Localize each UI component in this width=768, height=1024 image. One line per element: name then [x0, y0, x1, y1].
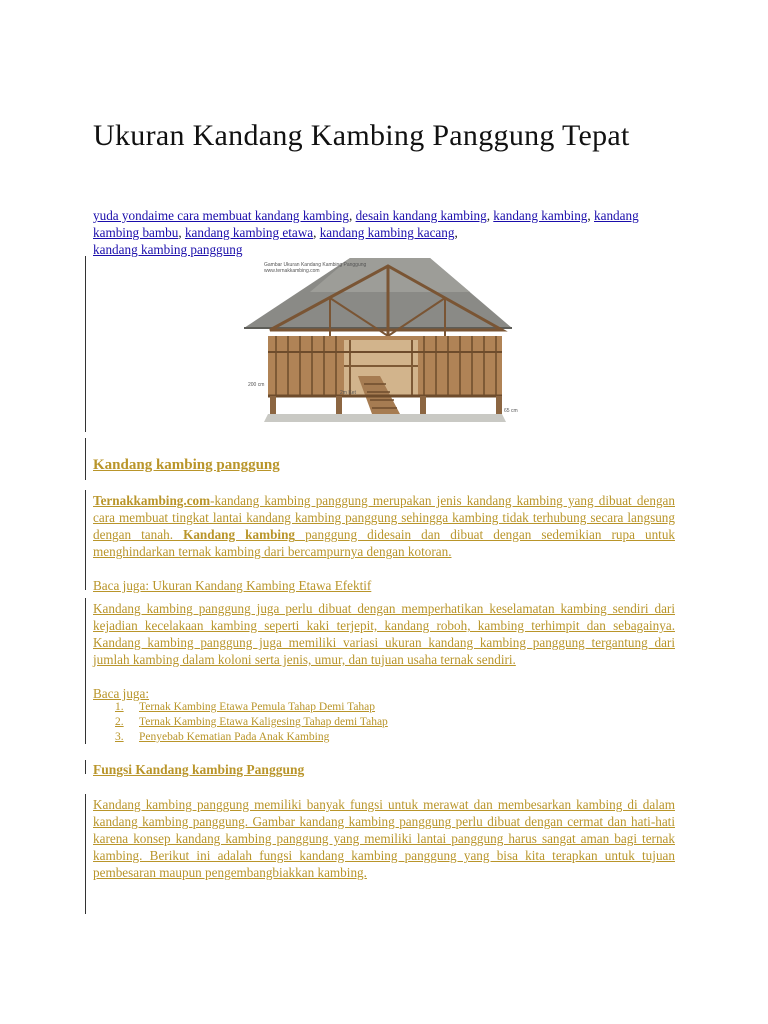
paragraph-text: panggung didesain dan dibuat dengan sedemikian rupa untuk menghindarkan ternak kambing dari bercampurnya dengan kotoran.: [93, 527, 676, 559]
tag-link[interactable]: kandang kambing panggung: [93, 242, 243, 257]
article-title: Ukuran Kandang Kambing Panggung Tepat: [93, 119, 630, 152]
tag-link[interactable]: kandang kambing etawa: [184, 225, 314, 240]
goat-house-illustration: [240, 256, 520, 424]
paragraph-text: -kandang kambing panggung merupakan jenis kandang kambing yang dibuat dengan cara membuat tingkat lantai kandang kambing panggung sehingga kambing tidak terhubung secara langsung dengan tanah.: [93, 493, 675, 542]
paragraph[interactable]: Kandang kambing panggung memiliki banyak fungsi untuk merawat dan membesarkan kambing di dalam kandang kambing panggung. Gambar kandang kambing panggung perlu dibuat dengan cermat dan hati-hati karena konsep kandang kambing panggung yang memiliki lantai panggung harus sangat aman bagi ternak kambing. Berikut ini adalah fungsi kandang kambing panggung yang bisa kita terapkan untuk tujuan pembesaran maupun pengembangbiakkan kambing.: [93, 797, 675, 880]
list-number: 1.: [115, 701, 124, 713]
related-articles-list: [93, 700, 388, 745]
margin-bar: [85, 490, 86, 590]
section-heading[interactable]: Kandang kambing panggung: [93, 457, 280, 473]
section-heading[interactable]: Fungsi Kandang kambing Panggung: [93, 762, 305, 777]
list-item-link[interactable]: Ternak Kambing Etawa Kaligesing Tahap demi Tahap: [139, 716, 388, 728]
tag-link[interactable]: yuda yondaime cara membuat kandang kambing: [93, 208, 349, 223]
paragraph[interactable]: [93, 492, 675, 560]
tag-link[interactable]: kandang kambing kacang: [319, 225, 455, 240]
read-also-label[interactable]: Baca juga:: [93, 686, 150, 701]
list-number: 2.: [115, 716, 124, 728]
list-item-link[interactable]: Penyebab Kematian Pada Anak Kambing: [139, 731, 330, 743]
brand-name[interactable]: Ternakkambing.com: [93, 493, 211, 508]
tag-list: yuda yondaime cara membuat kandang kambing, desain kandang kambing, kandang kambing, kandang kambing bambu, kandang kambing etawa, kandang kambing kacang, kandang kambing panggung: [93, 208, 639, 257]
list-item[interactable]: [93, 730, 388, 745]
tag-link[interactable]: kandang kambing: [493, 208, 588, 223]
tag-link[interactable]: desain kandang kambing: [355, 208, 487, 223]
list-number: 3.: [115, 731, 124, 743]
figure-caption-url: www.ternakkambing.com: [264, 268, 320, 274]
figure-caption: Gambar Ukuran Kandang Kambing Panggung: [264, 262, 367, 268]
margin-bar: [85, 256, 86, 432]
bold-phrase[interactable]: Kandang kambing: [183, 527, 295, 542]
dimension-label: 2m Ket: [340, 390, 356, 396]
margin-bar: [85, 760, 86, 774]
margin-bar: [85, 794, 86, 914]
goat-house-drawing: [240, 256, 520, 424]
list-item[interactable]: [93, 700, 388, 715]
list-item[interactable]: [93, 715, 388, 730]
list-item-link[interactable]: Ternak Kambing Etawa Pemula Tahap Demi Tahap: [139, 701, 376, 713]
tag-link[interactable]: kandang kambing bambu: [93, 208, 639, 240]
read-also-link[interactable]: Baca juga: Ukuran Kandang Kambing Etawa Efektif: [93, 578, 372, 593]
paragraph[interactable]: Kandang kambing panggung juga perlu dibuat dengan memperhatikan keselamatan kambing sendiri dari kejadian kecelakaan kambing seperti kaki terjepit, kandang roboh, kambing terhimpit dan sebagainya. Kandang kambing panggung juga memiliki variasi ukuran kandang kambing panggung tergantung dari jumlah kambing dalam koloni serta jenis, umur, dan tujuan usaha ternak sendiri.: [93, 601, 675, 667]
dimension-label: 65 cm: [504, 408, 518, 414]
margin-bar: [85, 598, 86, 744]
margin-bar: [85, 438, 86, 480]
dimension-label: 200 cm: [248, 382, 265, 388]
